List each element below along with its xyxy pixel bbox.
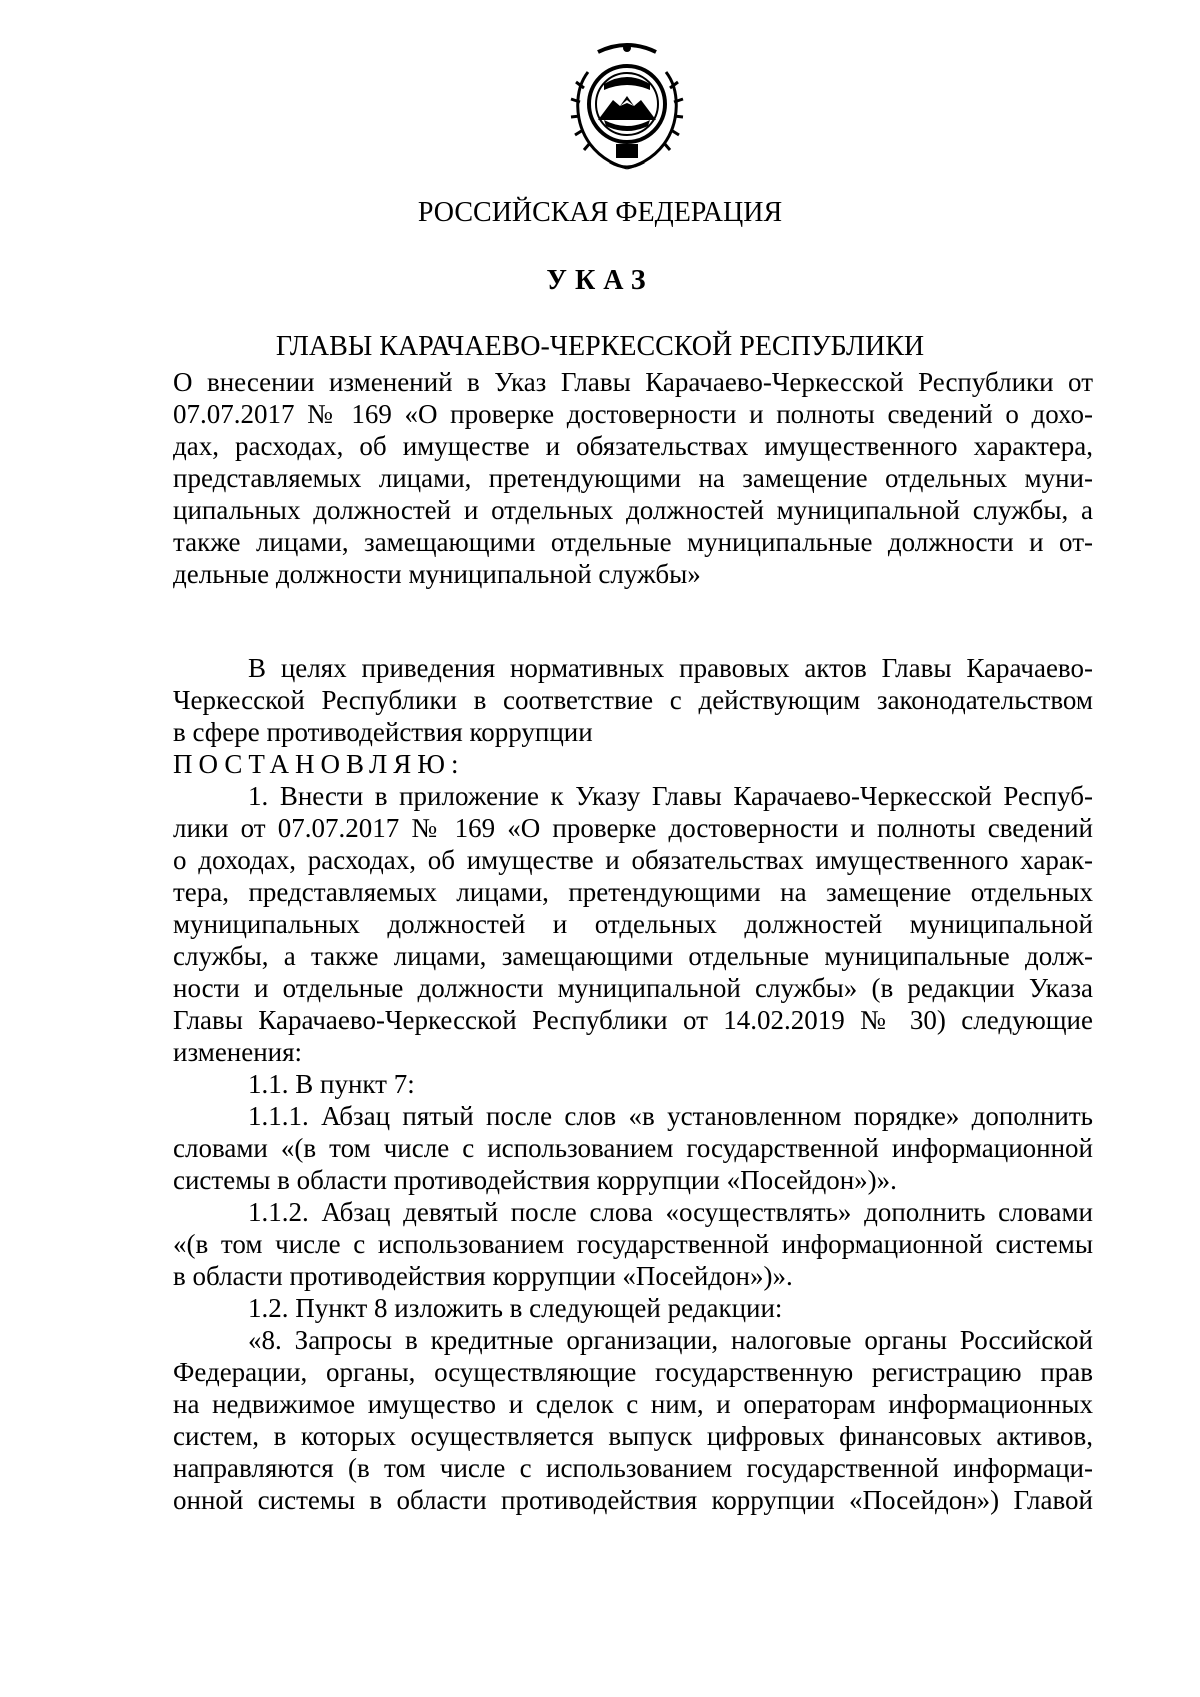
body-line: изменения: [173,1037,303,1067]
preamble-line: Черкесской Республики в соответствие с действующим законодательством [173,685,1093,715]
body-line: о доходах, расходах, об имуществе и обязательствах имущественного харак- [173,845,1093,875]
body-line: в области противодействия коррупции «Посейдон»)». [173,1261,793,1291]
title-line: также лицами, замещающими отдельные муниципальные должности и от- [173,527,1093,557]
title-line: 07.07.2017 № 169 «О проверке достоверности и полноты сведений о дохо- [173,399,1093,429]
title-line: представляемых лицами, претендующими на замещение отдельных муни- [173,463,1093,493]
body-line: 1.1.2. Абзац девятый после слова «осуществлять» дополнить словами [248,1197,1093,1227]
body-line: онной системы в области противодействия коррупции «Посейдон») Главой [173,1485,1093,1515]
body-line: 1.1. В пункт 7: [248,1069,415,1099]
title-line: дах, расходах, об имуществе и обязательствах имущественного характера, [173,431,1093,461]
title-line: ципальных должностей и отдельных должностей муниципальной службы, а [173,495,1093,525]
preamble-line: в сфере противодействия коррупции [173,717,593,747]
title-line: дельные должности муниципальной службы» [173,559,701,589]
body-line: Федерации, органы, осуществляющие государственную регистрацию прав [173,1357,1093,1387]
body-line: лики от 07.07.2017 № 169 «О проверке достоверности и полноты сведений [173,813,1093,843]
decree-word: ПОСТАНОВЛЯЮ: [173,749,465,779]
body-line: службы, а также лицами, замещающими отдельные муниципальные долж- [173,941,1093,971]
body-line: 1.1.1. Абзац пятый после слов «в установленном порядке» дополнить [248,1101,1093,1131]
country-heading: РОССИЙСКАЯ ФЕДЕРАЦИЯ [417,197,783,228]
body-line: ности и отдельные должности муниципальной службы» (в редакции Указа [173,973,1093,1003]
body-line: системы в области противодействия коррупции «Посейдон»)». [173,1165,897,1195]
body-line: 1.2. Пункт 8 изложить в следующей редакции: [248,1293,783,1323]
decree-type-heading: УКАЗ [546,265,654,296]
body-line: словами «(в том числе с использованием государственной информационной [173,1133,1093,1163]
body-line: 1. Внести в приложение к Указу Главы Карачаево-Черкесской Респуб- [248,781,1093,811]
body-line: муниципальных должностей и отдельных должностей муниципальной [173,909,1093,939]
body-line: систем, в которых осуществляется выпуск цифровых финансовых активов, [173,1421,1093,1451]
body-line: «(в том числе с использованием государственной информационной системы [173,1229,1093,1259]
preamble-line: В целях приведения нормативных правовых актов Главы Карачаево- [248,653,1093,683]
body-line: на недвижимое имущество и сделок с ним, и операторам информационных [173,1389,1093,1419]
title-line: О внесении изменений в Указ Главы Карачаево-Черкесской Республики от [173,367,1093,397]
body-line: «8. Запросы в кредитные организации, налоговые органы Российской [248,1325,1093,1355]
body-line: тера, представляемых лицами, претендующими на замещение отдельных [173,877,1093,907]
body-line: Главы Карачаево-Черкесской Республики от 14.02.2019 № 30) следующие [173,1005,1093,1035]
body-line: направляются (в том числе с использованием государственной информаци- [173,1453,1093,1483]
coat-of-arms-icon [568,40,686,176]
issuer-heading: ГЛАВЫ КАРАЧАЕВО-ЧЕРКЕССКОЙ РЕСПУБЛИКИ [275,331,925,362]
